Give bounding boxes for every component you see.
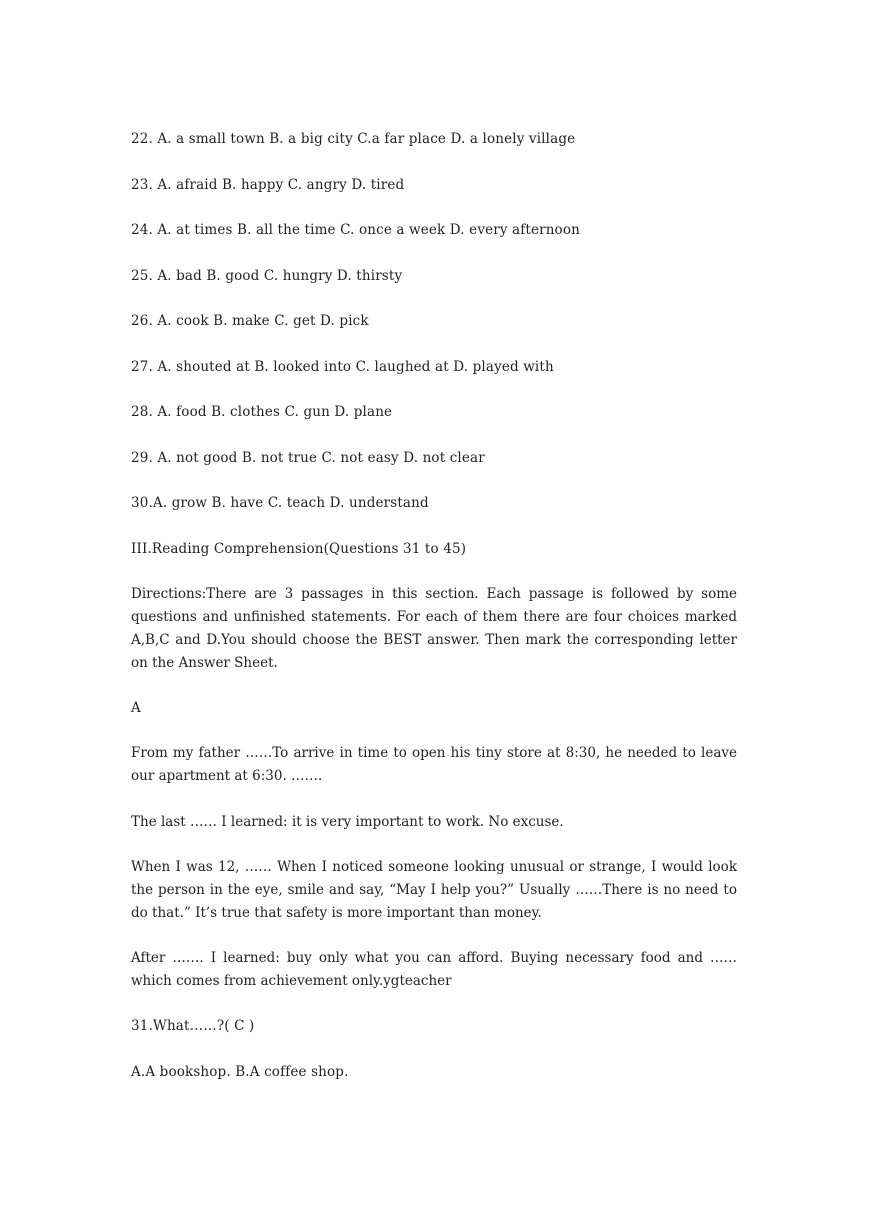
question-31: 31.What……?( C )	[131, 1018, 255, 1034]
question-27: 27. A. shouted at B. looked into C. laughed at D. played with	[131, 359, 554, 375]
question-28: 28. A. food B. clothes C. gun D. plane	[131, 404, 393, 420]
question-30: 30.A. grow B. have C. teach D. understand	[131, 495, 429, 511]
question-23: 23. A. afraid B. happy C. angry D. tired	[131, 177, 405, 193]
question-29: 29. A. not good B. not true C. not easy D. not clear	[131, 450, 485, 466]
passage-paragraph-1: From my father ……To arrive in time to open his tiny store at 8:30, he needed to leave our apartment at 6:30. …….	[131, 745, 737, 784]
directions-paragraph: Directions:There are 3 passages in this section. Each passage is followed by some questions and unfinished statements. For each of them there are four choices marked A,B,C and D.You should choose the BEST answer. Then mark the corresponding letter on the Answer Sheet.	[131, 586, 737, 671]
question-24: 24. A. at times B. all the time C. once a week D. every afternoon	[131, 222, 580, 238]
question-26: 26. A. cook B. make C. get D. pick	[131, 313, 369, 329]
question-25: 25. A. bad B. good C. hungry D. thirsty	[131, 268, 403, 284]
question-31-options: A.A bookshop. B.A coffee shop.	[131, 1064, 349, 1080]
question-22: 22. A. a small town B. a big city C.a far place D. a lonely village	[131, 131, 576, 147]
passage-paragraph-4: After ……. I learned: buy only what you can afford. Buying necessary food and ……which comes from achievement only.ygteacher	[131, 950, 737, 989]
section-heading: III.Reading Comprehension(Questions 31 to 45)	[131, 541, 467, 557]
passage-paragraph-3: When I was 12, …… When I noticed someone looking unusual or strange, I would look the person in the eye, smile and say, “May I help you?” Usually ……There is no need to do that.” It’s true that safety is more important than money.	[131, 859, 737, 921]
passage-label: A	[131, 700, 141, 716]
passage-paragraph-2: The last …… I learned: it is very important to work. No excuse.	[131, 814, 564, 830]
